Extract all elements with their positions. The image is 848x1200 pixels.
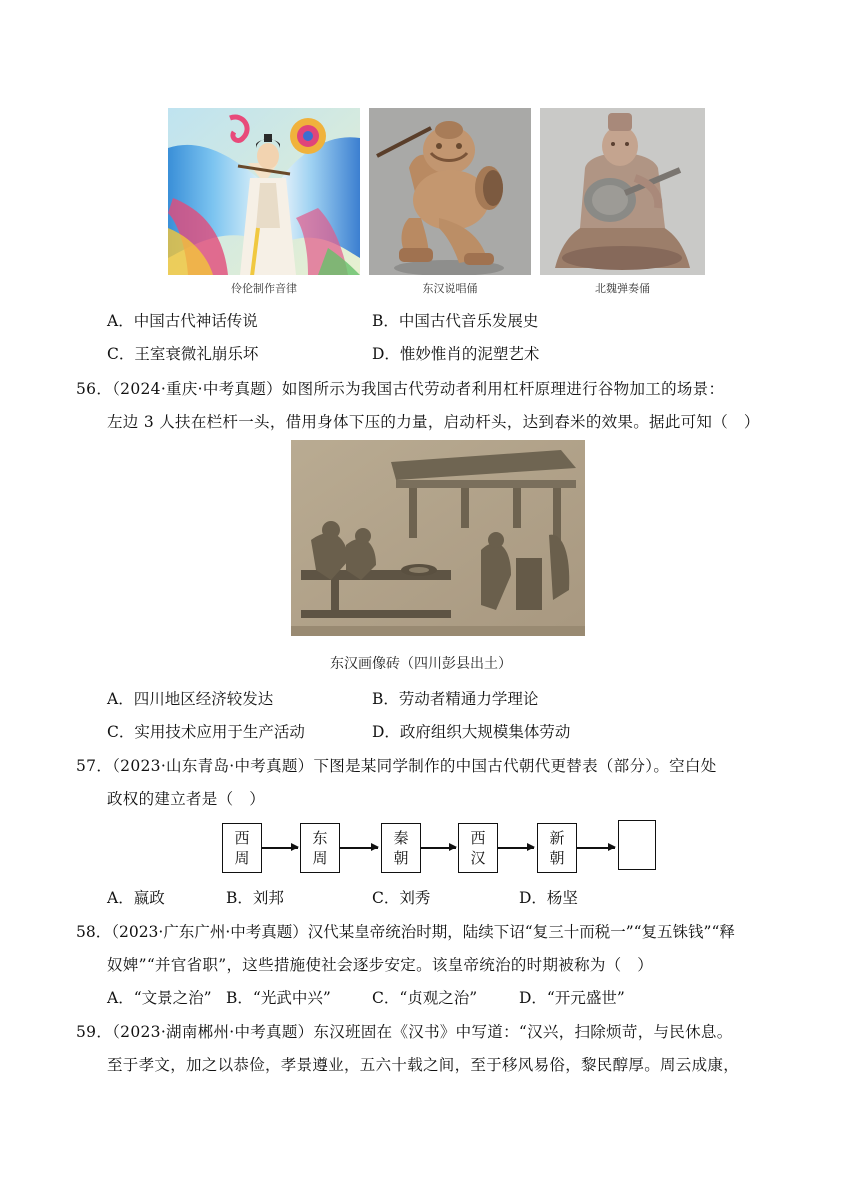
dynasty-box-char: 汉 [470,849,486,867]
dynasty-box-eastern-zhou [300,823,340,873]
q56-option-c[interactable]: C．实用技术应用于生产活动 [107,723,305,741]
q55-option-a[interactable]: A．中国古代神话传说 [107,312,258,330]
linglun-illustration [168,108,360,275]
q58-option-c[interactable]: C．“贞观之治” [372,989,478,1007]
q58-option-a[interactable]: A．“文景之治” [107,989,212,1007]
dynasty-box-blank [618,820,656,870]
lute-player-figurine-image [540,108,705,275]
lute-player-caption: 北魏弹奏俑 [595,282,650,295]
lute-player-figurine [540,108,705,275]
dynasty-box-xin [537,823,577,873]
dynasty-box-char: 秦 [393,829,409,847]
brick-relief-illustration [291,440,585,636]
q57-option-a[interactable]: A．嬴政 [107,889,165,907]
q56-option-d[interactable]: D．政府组织大规模集体劳动 [372,723,571,741]
linglun-image [168,108,360,275]
q58-stem-line1: 58．（2023·广东广州·中考真题）汉代某皇帝统治时期，陆续下诏“复三十而税一”“复五铢钱”“释 [76,923,735,941]
q58-stem-line2: 奴婢”“并官省职”，这些措施使社会逐步安定。该皇帝统治的时期被称为（ ） [107,956,654,974]
q57-stem-line1: 57．（2023·山东青岛·中考真题）下图是某同学制作的中国古代朝代更替表（部分）。空白处 [76,757,717,775]
q57-option-d[interactable]: D．杨坚 [519,889,578,907]
storyteller-caption: 东汉说唱俑 [422,282,478,295]
q58-option-d[interactable]: D．“开元盛世” [519,989,625,1007]
dynasty-box-western-zhou [222,823,262,873]
q59-stem-line2: 至于孝文，加之以恭俭，孝景遵业，五六十载之间，至于移风易俗，黎民醇厚。周云成康， [107,1056,740,1074]
dynasty-arrow [340,847,378,849]
storyteller-figurine-image [369,108,531,275]
dynasty-arrow [577,847,615,849]
dynasty-box-char: 周 [234,849,250,867]
q59-stem-line1: 59．（2023·湖南郴州·中考真题）东汉班固在《汉书》中写道：“汉兴，扫除烦苛，与民休息。 [76,1023,733,1041]
dynasty-arrow [498,847,534,849]
q57-stem-line2: 政权的建立者是（ ） [107,790,266,808]
q56-stem-line1: 56．（2024·重庆·中考真题）如图所示为我国古代劳动者利用杠杆原理进行谷物加工的场景： [76,380,725,398]
brick-caption: 东汉画像砖（四川彭县出土） [330,656,512,672]
q55-option-b[interactable]: B．中国古代音乐发展史 [372,312,539,330]
q56-option-a[interactable]: A．四川地区经济较发达 [107,690,274,708]
dynasty-arrow [262,847,298,849]
dynasty-box-char: 周 [312,849,328,867]
q56-stem-line2: 左边 3 人扶在栏杆一头，借用身体下压的力量，启动杆头，达到舂米的效果。据此可知（ ） [107,413,760,431]
q58-option-b[interactable]: B．“光武中兴” [226,989,331,1007]
dynasty-box-char: 西 [470,829,486,847]
dynasty-box-char: 东 [312,829,328,847]
storyteller-figurine [369,108,531,275]
q56-option-b[interactable]: B．劳动者精通力学理论 [372,690,539,708]
dynasty-box-western-han [458,823,498,873]
dynasty-arrow [421,847,456,849]
dynasty-box-char: 西 [234,829,250,847]
han-brick-relief-image [291,440,585,636]
q57-option-c[interactable]: C．刘秀 [372,889,431,907]
dynasty-box-char: 新 [549,829,565,847]
q55-option-d[interactable]: D．惟妙惟肖的泥塑艺术 [372,345,540,363]
q55-option-c[interactable]: C．王室衰微礼崩乐坏 [107,345,259,363]
dynasty-box-char: 朝 [393,849,409,867]
dynasty-box-qin [381,823,421,873]
linglun-caption: 伶伦制作音律 [231,282,297,295]
q57-option-b[interactable]: B．刘邦 [226,889,284,907]
dynasty-box-char: 朝 [549,849,565,867]
